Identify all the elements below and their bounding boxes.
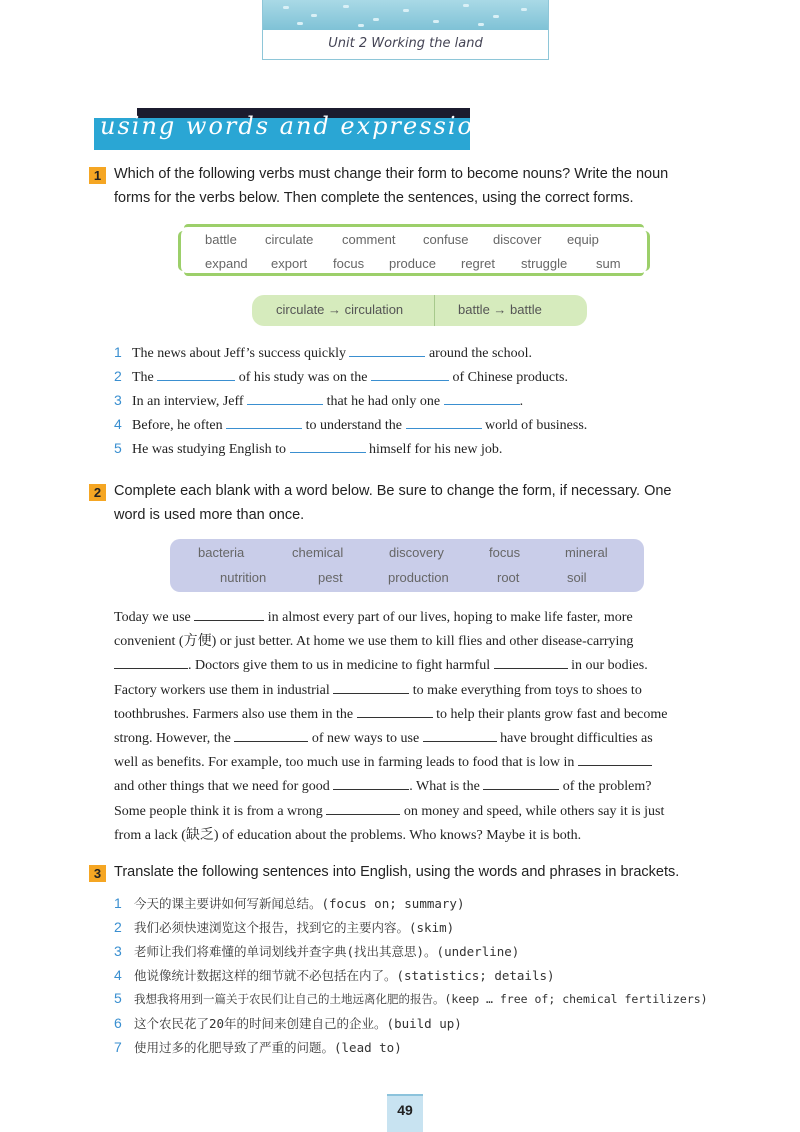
translation-item-3: 3 老师让我们将难懂的单词划线并查字典(找出其意思)。(underline) bbox=[114, 943, 520, 959]
answer-blank[interactable] bbox=[494, 657, 568, 669]
answer-blank[interactable] bbox=[483, 778, 559, 790]
exercise-1-instruction: Which of the following verbs must change their form to become nouns? Write the noun forms for the verbs below. Then complete the sentences, using the correct forms. bbox=[114, 166, 669, 206]
word-box-2 bbox=[170, 539, 644, 592]
word-item: battle bbox=[205, 232, 237, 247]
leaf-decoration-right bbox=[640, 231, 650, 271]
example-right: battle → battle bbox=[458, 302, 542, 317]
exercise-number-2: 2 bbox=[89, 484, 106, 501]
answer-blank[interactable] bbox=[333, 778, 409, 790]
word-item: focus bbox=[489, 545, 521, 560]
word-item: discovery bbox=[389, 545, 444, 560]
translation-item-6: 6 这个农民花了20年的时间来创建自己的企业。(build up) bbox=[114, 1015, 462, 1031]
answer-blank[interactable] bbox=[194, 609, 264, 621]
translation-item-5: 5 我想我将用到一篇关于农民们让自己的土地远离化肥的报告。(keep … free of; chemical fertilizers) bbox=[114, 990, 708, 1006]
word-item: nutrition bbox=[220, 570, 267, 585]
translation-item-7: 7 使用过多的化肥导致了严重的问题。(lead to) bbox=[114, 1039, 402, 1055]
example-box bbox=[252, 295, 587, 326]
exercise-3-instruction: Translate the following sentences into English, using the words and phrases in brackets. bbox=[114, 864, 680, 880]
word-box-1 bbox=[184, 224, 644, 276]
word-item: bacteria bbox=[198, 545, 245, 560]
translation-item-2: 2 我们必须快速浏览这个报告，找到它的主要内容。(skim) bbox=[114, 919, 455, 935]
translation-item-4: 4 他说像统计数据这样的细节就不必包括在内了。(statistics; details) bbox=[114, 967, 555, 983]
exercise-number-1: 1 bbox=[89, 167, 106, 184]
unit-header-tab bbox=[262, 0, 549, 60]
example-left: circulate → circulation bbox=[276, 302, 404, 317]
page-number: 49 bbox=[397, 1102, 413, 1118]
word-item: circulate bbox=[265, 232, 314, 247]
answer-blank[interactable] bbox=[114, 657, 188, 669]
sentence-5: 5 He was studying English to himself for his new job. bbox=[114, 440, 503, 457]
word-item: pest bbox=[318, 570, 343, 585]
sentence-4: 4 Before, he often to understand the world of business. bbox=[114, 416, 588, 433]
answer-blank[interactable] bbox=[290, 439, 366, 453]
answer-blank[interactable] bbox=[357, 706, 433, 718]
answer-blank[interactable] bbox=[444, 391, 520, 405]
answer-blank[interactable] bbox=[234, 730, 308, 742]
banner-title: using words and expressions bbox=[100, 112, 506, 140]
translation-item-1: 1 今天的课主要讲如何写新闻总结。(focus on; summary) bbox=[114, 895, 465, 911]
cloze-paragraph: Today we use in almost every part of our lives, hoping to make life faster, more convenient (方便) or just better. At home we use them to kill flies and other disease-carrying . Doctors give them to us in medicine to fight harmful in our bodies. Factory workers use them in industrial to make everything from toys to shoes to toothbrushes. Farmers also use them in the to help their plants grow fast and become strong. However, the of new ways to use have brought difficulties as well as benefits. For example, too much use in farming leads to food that is low in and other things that we need for good . What is the of the problem? Some people think it is from a wrong on money and speed, while others say it is just from a lack (缺乏) of education about the problems. Who knows? Maybe it is both. bbox=[114, 610, 668, 843]
header-water-image bbox=[263, 0, 548, 30]
answer-blank[interactable] bbox=[326, 803, 400, 815]
word-item: root bbox=[497, 570, 520, 585]
word-item: produce bbox=[389, 256, 436, 271]
word-item: regret bbox=[461, 256, 495, 271]
word-item: mineral bbox=[565, 545, 608, 560]
answer-blank[interactable] bbox=[349, 343, 425, 357]
answer-blank[interactable] bbox=[226, 415, 302, 429]
word-item: focus bbox=[333, 256, 365, 271]
word-item: struggle bbox=[521, 256, 568, 271]
word-item: confuse bbox=[423, 232, 469, 247]
sentence-2: 2 The of his study was on the of Chinese products. bbox=[114, 368, 568, 385]
exercise-2-instruction: Complete each blank with a word below. Be sure to change the form, if necessary. One word is used more than once. bbox=[114, 483, 672, 523]
unit-title: Unit 2 Working the land bbox=[328, 36, 483, 51]
word-item: production bbox=[388, 570, 449, 585]
page-number-tab bbox=[387, 1094, 423, 1132]
leaf-decoration-left bbox=[178, 231, 188, 271]
answer-blank[interactable] bbox=[578, 754, 652, 766]
word-item: chemical bbox=[292, 545, 344, 560]
word-item: sum bbox=[596, 256, 621, 271]
sentence-1: 1 The news about Jeff’s success quickly around the school. bbox=[114, 344, 532, 361]
answer-blank[interactable] bbox=[371, 367, 449, 381]
word-item: comment bbox=[342, 232, 396, 247]
answer-blank[interactable] bbox=[423, 730, 497, 742]
word-item: expand bbox=[205, 256, 248, 271]
example-divider bbox=[434, 295, 435, 326]
word-item: soil bbox=[567, 570, 587, 585]
answer-blank[interactable] bbox=[406, 415, 482, 429]
word-item: equip bbox=[567, 232, 599, 247]
word-item: discover bbox=[493, 232, 542, 247]
sentence-3: 3 In an interview, Jeff that he had only one . bbox=[114, 392, 524, 409]
answer-blank[interactable] bbox=[247, 391, 323, 405]
exercise-number-3: 3 bbox=[89, 865, 106, 882]
answer-blank[interactable] bbox=[157, 367, 235, 381]
answer-blank[interactable] bbox=[333, 682, 409, 694]
word-item: export bbox=[271, 256, 308, 271]
